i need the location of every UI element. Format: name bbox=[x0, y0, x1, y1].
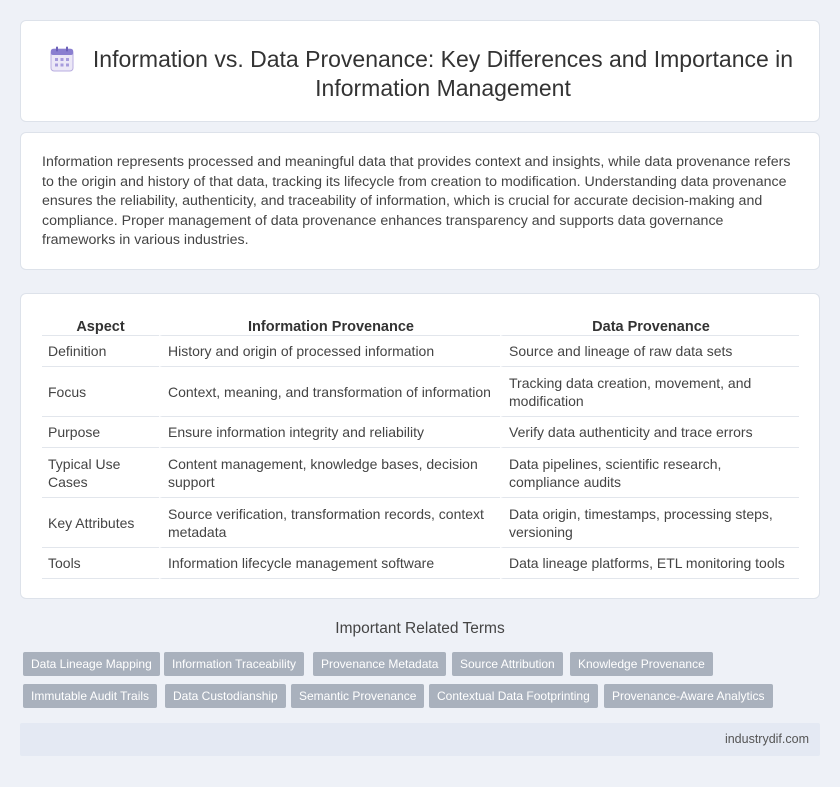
header-card bbox=[20, 20, 820, 122]
tag-source-attribution[interactable]: Source Attribution bbox=[452, 652, 563, 676]
table-row bbox=[42, 498, 799, 548]
table-row bbox=[42, 367, 799, 417]
tag-information-traceability[interactable]: Information Traceability bbox=[164, 652, 304, 676]
intro-card bbox=[20, 132, 820, 270]
footer bbox=[20, 723, 820, 756]
tag-provenance-aware-analytics[interactable]: Provenance-Aware Analytics bbox=[604, 684, 773, 708]
tag-provenance-metadata[interactable]: Provenance Metadata bbox=[313, 652, 446, 676]
cell-aspect: Purpose bbox=[42, 417, 159, 448]
cell-data: Tracking data creation, movement, and modification bbox=[500, 367, 799, 417]
cell-information: Information lifecycle management software bbox=[159, 548, 500, 579]
cell-aspect: Definition bbox=[42, 336, 159, 367]
tag-data-lineage-mapping[interactable]: Data Lineage Mapping bbox=[23, 652, 160, 676]
intro-paragraph: Information represents processed and meaningful data that provides context and insights, while data provenance refers to the origin and history of that data, tracking its lifecycle from creation to modification. Understanding data provenance ensures the reliability, authenticity, and traceability of information, which is crucial for accurate decision-making and compliance. Proper management of data provenance enhances transparency and supports data governance frameworks in various industries. bbox=[42, 154, 791, 249]
header-information-provenance: Information Provenance bbox=[159, 314, 500, 336]
comparison-table bbox=[42, 314, 799, 579]
table-row bbox=[42, 417, 799, 448]
tag-data-custodianship[interactable]: Data Custodianship bbox=[165, 684, 286, 708]
table-row bbox=[42, 448, 799, 498]
cell-data: Verify data authenticity and trace errors bbox=[500, 417, 799, 448]
header-aspect: Aspect bbox=[42, 314, 159, 336]
footer-site[interactable]: industrydif.com bbox=[724, 732, 809, 746]
page-title: Information vs. Data Provenance: Key Differences and Importance in Information Management bbox=[92, 46, 794, 101]
cell-information: Source verification, transformation records, context metadata bbox=[159, 498, 500, 548]
cell-information: Content management, knowledge bases, decision support bbox=[159, 448, 500, 498]
related-terms-title: Important Related Terms bbox=[335, 620, 505, 637]
cell-information: Context, meaning, and transformation of information bbox=[159, 367, 500, 417]
cell-data: Data lineage platforms, ETL monitoring tools bbox=[500, 548, 799, 579]
tag-semantic-provenance[interactable]: Semantic Provenance bbox=[291, 684, 424, 708]
comparison-card bbox=[20, 293, 820, 599]
cell-data: Source and lineage of raw data sets bbox=[500, 336, 799, 367]
table-row bbox=[42, 336, 799, 367]
tag-immutable-audit-trails[interactable]: Immutable Audit Trails bbox=[23, 684, 157, 708]
calendar-grid-icon bbox=[50, 46, 74, 72]
cell-information: History and origin of processed information bbox=[159, 336, 500, 367]
tag-contextual-data-footprinting[interactable]: Contextual Data Footprinting bbox=[429, 684, 598, 708]
cell-aspect: Tools bbox=[42, 548, 159, 579]
cell-data: Data pipelines, scientific research, compliance audits bbox=[500, 448, 799, 498]
cell-aspect: Focus bbox=[42, 367, 159, 417]
header-data-provenance: Data Provenance bbox=[500, 314, 799, 336]
cell-information: Ensure information integrity and reliability bbox=[159, 417, 500, 448]
table-row bbox=[42, 548, 799, 579]
table-header-row bbox=[42, 314, 799, 336]
tag-knowledge-provenance[interactable]: Knowledge Provenance bbox=[570, 652, 713, 676]
cell-aspect: Typical Use Cases bbox=[42, 448, 159, 498]
cell-data: Data origin, timestamps, processing steps, versioning bbox=[500, 498, 799, 548]
cell-aspect: Key Attributes bbox=[42, 498, 159, 548]
